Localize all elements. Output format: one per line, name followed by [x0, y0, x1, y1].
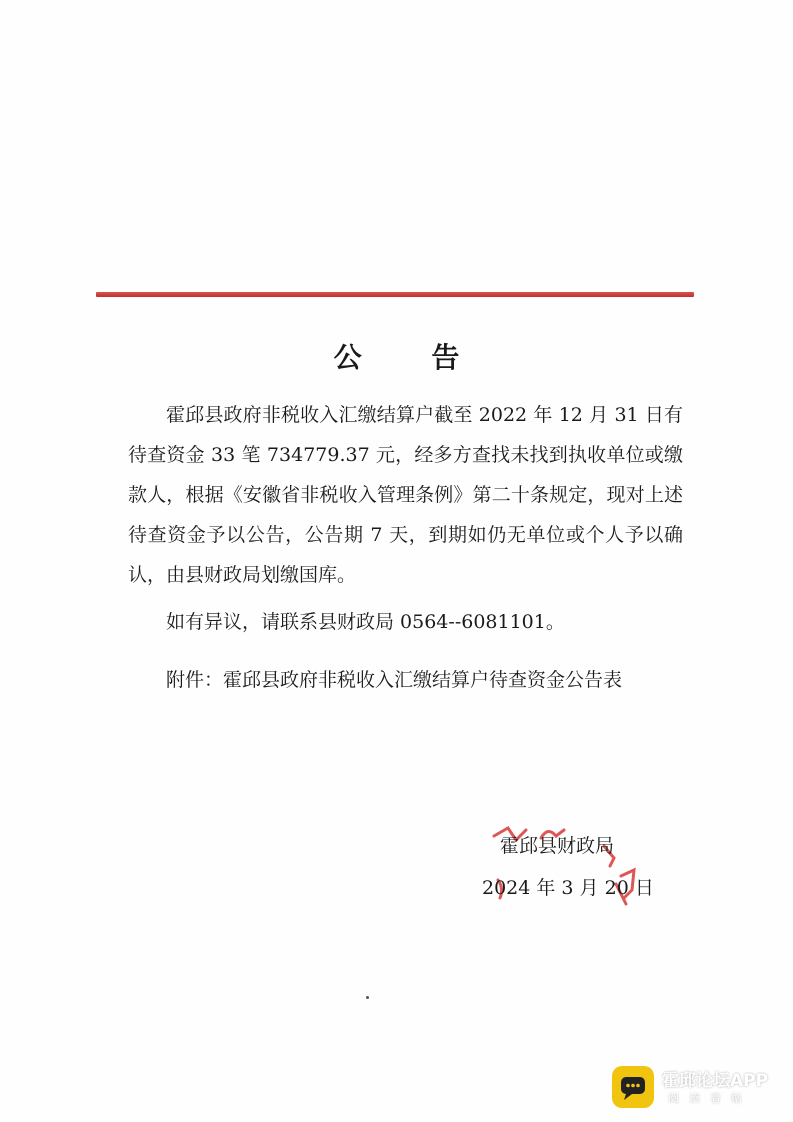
- chat-bubble-icon: [612, 1066, 654, 1108]
- watermark-title: 霍邱论坛APP: [662, 1071, 769, 1091]
- body-paragraph: 霍邱县政府非税收入汇缴结算户截至 2022 年 12 月 31 日有待查资金 33 笔 734779.37 元，经多方查找未找到执收单位或缴款人，根据《安徽省非税收入管理条例》第二十条规定，现对上述待查资金予以公告，公告期 7 天，到期如仍无单位或个人予以确认，由县财政局划缴国库。: [128, 404, 683, 586]
- body-text: [128, 395, 683, 595]
- document-title: 公 告: [333, 341, 490, 374]
- signer: 霍邱县财政局: [500, 835, 615, 857]
- app-watermark: [612, 1064, 782, 1112]
- issue-date: 2024 年 3 月 20 日: [482, 877, 654, 899]
- contact-line: 如有异议，请联系县财政局 0564--6081101。: [166, 611, 565, 633]
- scan-speck: [366, 996, 369, 999]
- watermark-subtitle: 阅读看帖: [668, 1092, 752, 1105]
- red-header-rule: [96, 292, 694, 297]
- attachment-line: 附件：霍邱县政府非税收入汇缴结算户待查资金公告表: [166, 669, 623, 691]
